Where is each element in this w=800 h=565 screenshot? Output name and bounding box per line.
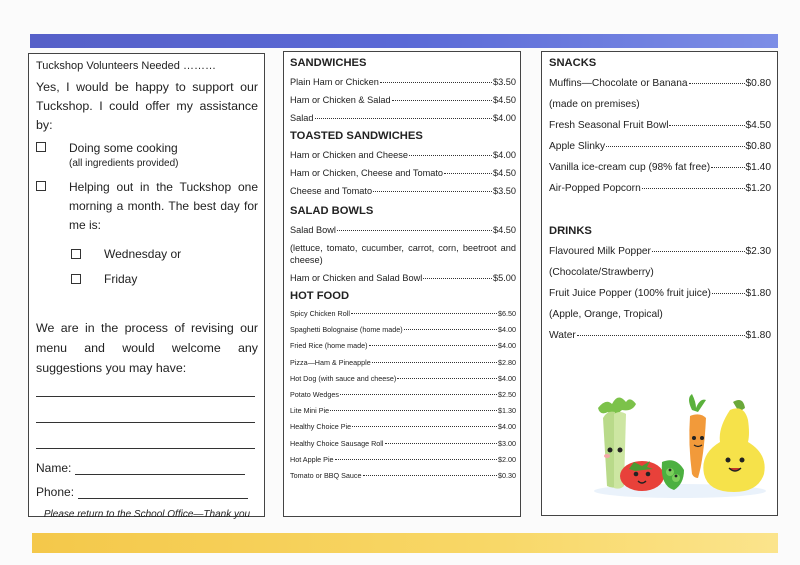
item-name: Ham or Chicken and Cheese (290, 150, 408, 160)
name-field (36, 461, 258, 475)
item-name: Ham or Chicken & Salad (290, 95, 391, 105)
day-wednesday (36, 245, 258, 263)
menu-item (549, 287, 771, 300)
menu-item (290, 422, 516, 432)
item-price: $0.80 (745, 141, 771, 152)
menu-item (290, 471, 516, 481)
menu-item (290, 358, 516, 368)
item-name: Muffins—Chocolate or Banana (549, 78, 688, 89)
item-price: $0.30 (498, 470, 516, 480)
item-name: Lite Mini Pie (290, 406, 330, 416)
cartoon-vegetables-icon (590, 390, 770, 500)
muffins-note: (made on premises) (549, 99, 640, 110)
salad-bowl-note: (lettuce, tomato, cucumber, carrot, corn, beetroot and cheese) (290, 243, 516, 265)
day-wednesday-label: Wednesday or (104, 247, 182, 261)
menu-item (549, 182, 771, 195)
item-price: $1.80 (745, 288, 771, 299)
item-name: Plain Ham or Chicken (290, 77, 379, 87)
item-price: $4.50 (493, 168, 516, 178)
item-name: Salad (290, 113, 314, 123)
toasted-heading: TOASTED SANDWICHES (290, 130, 423, 142)
menu-item (290, 374, 516, 384)
item-price: $4.50 (493, 95, 516, 105)
item-name: Air-Popped Popcorn (549, 183, 641, 194)
item-name: Ham or Chicken, Cheese and Tomato (290, 168, 444, 178)
item-name: Fruit Juice Popper (100% fruit juice) (549, 288, 711, 299)
item-price: $0.80 (745, 78, 771, 89)
menu-item (290, 341, 516, 351)
volunteer-intro: Yes, I would be happy to support our Tuckshop. I could offer my assistance by: (36, 80, 258, 132)
menu-item (549, 119, 771, 132)
item-price: $4.50 (745, 120, 771, 131)
drinks-heading: DRINKS (549, 225, 592, 237)
option-cooking (36, 139, 258, 170)
item-price: $5.00 (493, 273, 516, 283)
item-price: $4.00 (498, 422, 516, 432)
menu-item (290, 149, 516, 161)
item-price: $4.50 (493, 225, 516, 235)
suggestion-line-1[interactable] (36, 396, 255, 397)
cooking-checkbox[interactable] (36, 142, 46, 152)
menu-item (290, 167, 516, 179)
item-name: Healthy Choice Sausage Roll (290, 438, 384, 448)
item-price: $4.00 (493, 150, 516, 160)
phone-label: Phone: (36, 485, 75, 499)
item-price: $4.00 (493, 113, 516, 123)
volunteer-form-panel (28, 53, 265, 520)
item-price: $3.50 (493, 186, 516, 196)
item-price: $2.30 (745, 246, 771, 257)
item-price: $1.40 (745, 162, 771, 173)
menu-item (549, 329, 771, 342)
hot-food-list (290, 309, 516, 481)
menu-item (290, 272, 516, 284)
item-name: Healthy Choice Pie (290, 422, 352, 432)
item-price: $1.30 (498, 406, 516, 416)
item-price: $4.00 (498, 373, 516, 383)
milk-note: (Chocolate/Strawberry) (549, 267, 654, 278)
item-price: $1.80 (745, 330, 771, 341)
item-name: Spicy Chicken Roll (290, 309, 350, 318)
item-name: Apple Slinky (549, 141, 606, 152)
menu-item (290, 224, 516, 236)
wednesday-checkbox[interactable] (71, 249, 81, 259)
helping-checkbox[interactable] (36, 181, 46, 191)
item-price: $4.00 (498, 341, 516, 351)
item-name: Vanilla ice-cream cup (98% fat free) (549, 162, 711, 173)
item-name: Flavoured Milk Popper (549, 246, 651, 257)
item-name: Pizza—Ham & Pineapple (290, 357, 371, 367)
item-name: Potato Wedges (290, 389, 340, 399)
menu-item (549, 161, 771, 174)
menu-item (290, 94, 516, 106)
item-name: Water (549, 330, 576, 341)
bottom-color-band (32, 533, 778, 553)
item-name: Salad Bowl (290, 225, 336, 235)
option-helping (36, 178, 258, 235)
snacks-heading: SNACKS (549, 57, 597, 69)
menu-item (290, 325, 516, 335)
option-cooking-label: Doing some cooking (69, 141, 178, 155)
suggestion-line-2[interactable] (36, 422, 255, 423)
menu-item (290, 309, 516, 319)
friday-checkbox[interactable] (71, 274, 81, 284)
item-name: Cheese and Tomato (290, 186, 373, 196)
menu-item (290, 390, 516, 400)
item-name: Tomato or BBQ Sauce (290, 470, 362, 480)
item-name: Fresh Seasonal Fruit Bowl (549, 120, 669, 131)
item-name: Spaghetti Bolognaise (home made) (290, 325, 403, 335)
name-input-line[interactable] (75, 462, 245, 475)
top-color-band (30, 34, 778, 48)
item-name: Hot Dog (with sauce and cheese) (290, 373, 397, 383)
menu-item (290, 112, 516, 124)
item-price: $2.00 (498, 454, 516, 464)
suggestion-line-3[interactable] (36, 448, 255, 449)
salad-bowls-heading: SALAD BOWLS (290, 205, 374, 217)
menu-item (290, 455, 516, 465)
return-note: Please return to the School Office—Thank you (43, 509, 251, 520)
item-price: $3.00 (498, 438, 516, 448)
menu-item (290, 76, 516, 88)
day-friday (36, 270, 258, 288)
phone-input-line[interactable] (78, 486, 248, 499)
item-price: $4.00 (498, 325, 516, 335)
hot-food-heading: HOT FOOD (290, 290, 350, 302)
menu-item (290, 185, 516, 197)
menu-panel-food (283, 51, 521, 517)
name-label: Name: (36, 461, 72, 475)
day-friday-label: Friday (104, 272, 138, 286)
option-helping-label: Helping out in the Tuckshop one morning a month. The best day for me is: (69, 180, 258, 232)
menu-item (549, 140, 771, 153)
sandwiches-heading: SANDWICHES (290, 57, 367, 69)
volunteer-title: Tuckshop Volunteers Needed ……… (36, 60, 216, 72)
tomato-icon (620, 461, 664, 491)
item-price: $6.50 (498, 309, 516, 318)
menu-item (290, 406, 516, 416)
squash-icon (703, 400, 764, 492)
juice-note: (Apple, Orange, Tropical) (549, 309, 663, 320)
item-name: Hot Apple Pie (290, 454, 334, 464)
menu-item (549, 245, 771, 258)
menu-item (549, 77, 771, 90)
item-name: Ham or Chicken and Salad Bowl (290, 273, 423, 283)
item-price: $1.20 (745, 183, 771, 194)
menu-item (290, 439, 516, 449)
phone-field (36, 485, 258, 499)
item-price: $2.80 (498, 357, 516, 367)
item-name: Fried Rice (home made) (290, 341, 368, 351)
item-price: $3.50 (493, 77, 516, 87)
suggestions-prompt: We are in the process of revising our menu and would welcome any suggestions you may have: (36, 321, 258, 375)
option-cooking-note: (all ingredients provided) (69, 158, 179, 169)
item-price: $2.50 (498, 389, 516, 399)
